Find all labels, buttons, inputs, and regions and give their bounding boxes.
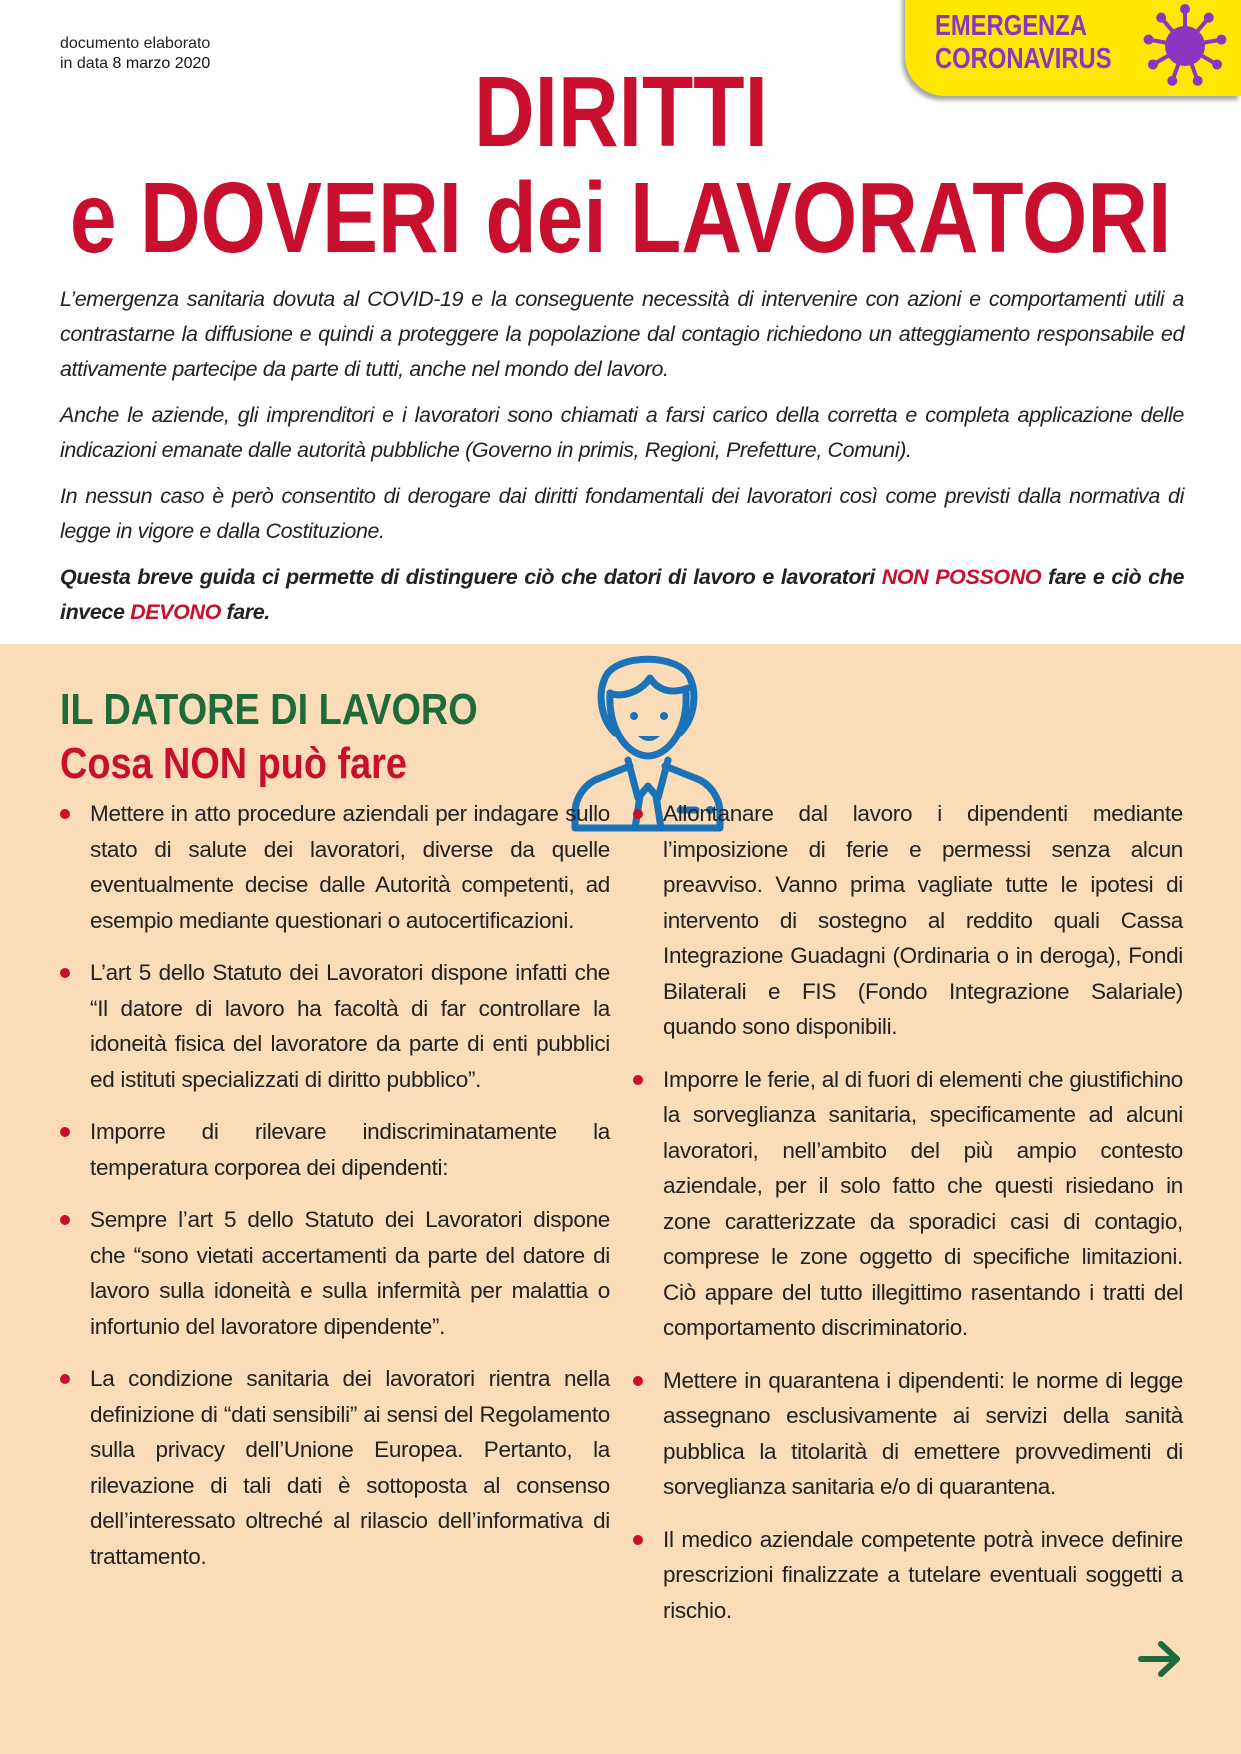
doc-date-line1: documento elaborato: [60, 35, 211, 52]
list-item: Il medico aziendale competente potrà invece definire prescrizioni finalizzate a tutelare eventuali soggetti a rischio.: [633, 1522, 1183, 1629]
list-item: Allontanare dal lavoro i dipendenti mediante l’imposizione di ferie e permessi senza alcun preavviso. Vanno prima vagliate tutte le ipotesi di intervento di sostegno al reddito quali Cassa Integrazione Guadagni (Ordinaria o in deroga), Fondi Bilaterali e FIS (Fondo Integrazione Salariale) quando sono disponibili.: [633, 796, 1183, 1045]
list-item: Mettere in quarantena i dipendenti: le norme di legge assegnano esclusivamente ai servizi della sanità pubblica la titolarità di emettere provvedimenti di sorveglianza sanitaria e/o di quarantena.: [633, 1363, 1183, 1505]
intro-paragraph-3: In nessun caso è però consentito di derogare dai diritti fondamentali dei lavoratori così come previsti dalla normativa di legge in vigore e dalla Costituzione.: [60, 484, 1184, 543]
intro-paragraph-2: Anche le aziende, gli imprenditori e i lavoratori sono chiamati a farsi carico della corretta e completa applicazione delle indicazioni emanate dalle autorità pubbliche (Governo in primis, Regioni, Prefetture, Comuni).: [60, 403, 1184, 462]
list-item: L’art 5 dello Statuto dei Lavoratori dispone infatti che “Il datore di lavoro ha facoltà di far controllare la idoneità fisica del lavoratore da parte di enti pubblici ed istituti specializzati di diritto pubblico”.: [60, 955, 610, 1097]
list-item: Sempre l’art 5 dello Statuto dei Lavoratori dispone che “sono vietati accertamenti da parte del datore di lavoro sulla idoneità e sulla infermità per malattia o infortunio del lavoratore dipendente”.: [60, 1202, 610, 1344]
right-bullet-list: [633, 796, 1183, 1645]
employer-section: [0, 644, 1241, 1719]
title-line1: DIRITTI: [473, 56, 768, 168]
doc-date-value: 8 marzo 2020: [112, 55, 211, 72]
intro-paragraph-1: L’emergenza sanitaria dovuta al COVID-19 e la conseguente necessità di intervenire con azioni e comportamenti utili a contrastarne la diffusione e quindi a proteggere la popolazione dal contagio richiedono un atteggiamento responsabile ed attivamente partecipe da parte di tutti, anche nel mondo del lavoro.: [60, 287, 1184, 381]
section-heading-row: [0, 684, 1241, 796]
section-subheading: Cosa NON può fare: [60, 739, 407, 788]
top-area: [0, 0, 1241, 644]
list-item: La condizione sanitaria dei lavoratori rientra nella definizione di “dati sensibili” ai sensi del Regolamento sulla privacy dell’Unione Europea. Pertanto, la rilevazione di tali dati è sottoposta al consenso dell’interessato oltreché al rilascio dell’informativa di trattamento.: [60, 1361, 610, 1574]
list-item: Imporre di rilevare indiscriminatamente la temperatura corporea dei dipendenti:: [60, 1114, 610, 1185]
title-line2: e DOVERI dei LAVORATORI: [69, 162, 1172, 274]
list-item: Imporre le ferie, al di fuori di elementi che giustifichino la sorveglianza sanitaria, specificamente ad alcuni lavoratori, nell’ambito del più ampio contesto aziendale, per il solo fatto che questi risiedano in zone caratterizzate da sporadici casi di contagio, comprese le zone oggetto di specifiche limitazioni. Ciò appare del tutto illegittimo rasentando i tratti del comportamento discriminatorio.: [633, 1062, 1183, 1346]
arrow-right-icon: [1137, 1639, 1183, 1679]
badge-line2: CORONAVIRUS: [935, 43, 1112, 75]
badge-line1: EMERGENZA: [935, 10, 1087, 42]
intro-text: [60, 282, 1184, 630]
bullet-columns: [60, 796, 1183, 1645]
doc-date-prefix: in data: [60, 55, 113, 72]
left-bullet-list: [60, 796, 610, 1645]
list-item: Mettere in atto procedure aziendali per indagare sullo stato di salute dei lavoratori, diverse da quelle eventualmente decise dalle Autorità competenti, ad esempio mediante questionari o autocertificazioni.: [60, 796, 610, 938]
header: [0, 0, 1241, 282]
section-heading: IL DATORE DI LAVORO: [60, 685, 478, 734]
intro-lead: Questa breve guida ci permette di distinguere ciò che datori di lavoro e lavoratori NON POSSONO fare e ciò che invece DEVONO fare.: [60, 565, 1184, 624]
